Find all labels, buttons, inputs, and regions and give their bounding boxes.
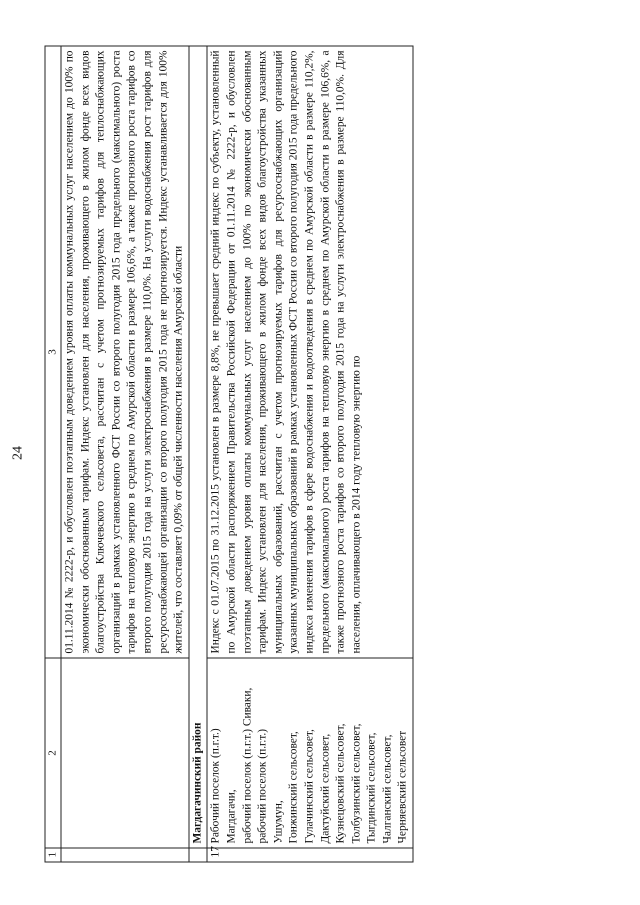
municipality-item: рабочий поселок (п.г.т.) Сиваки,	[240, 687, 253, 843]
municipality-list	[207, 658, 413, 848]
table-row	[207, 46, 413, 862]
municipality-item: Гулачинский сельсовет,	[302, 728, 315, 843]
municipality-item: Толбузинский сельсовет,	[349, 723, 362, 843]
municipality-item: Тыгдинский сельсовет,	[365, 732, 378, 843]
continuation-text: 01.11.2014 № 2222-р, и обусловлен поэтапным доведением уровня оплаты коммунальных услуг населением до 100% по экономически обоснованным тарифам. Индекс установлен для населения, проживающего в жилом фонде всех видов благоустройства Ключевского сельсовета, рассчитан с учетом прогнозируемых тарифов для теплоснабжающих организаций в рамках установленного ФСТ России со второго полугодия 2015 года предельного (максимального) роста тарифов на тепловую энергию в среднем по Амурской области в размере 106,6%, а также прогнозного роста тарифов со второго полугодия 2015 года на услуги электроснабжения в размере 110,0%. На услуги водоснабжения рост тарифов для ресурсоснабжающей организации со второго полугодия 2015 года не прогнозируется. Индекс устанавливается для 100% жителей, что составляет 0,09% от общей численности населения Амурской области	[61, 46, 189, 658]
header-col-1: 1	[45, 848, 61, 862]
municipality-item: Магдагачи,	[224, 788, 237, 843]
section-title: Магдагачинский район	[188, 46, 207, 848]
municipality-item: Черняевский сельсовет	[396, 730, 409, 843]
page-number: 24	[10, 445, 25, 460]
municipality-item: Гонжинский сельсовет,	[287, 730, 300, 843]
tariff-table	[44, 45, 413, 862]
header-col-3: 3	[45, 46, 61, 658]
section-row	[188, 46, 207, 862]
table-header-row	[45, 46, 61, 862]
row-description: Индекс с 01.07.2015 по 31.12.2015 установлен в размере 8,8%, не превышает средний индекс по субъекту, установленный по Амурской области распоряжением Правительства Российской Федерации от 01.11.2014 № 2222-р, и обусловлен поэтапным доведением уровня оплаты коммунальных услуг населением до 100% по экономически обоснованным тарифам. Индекс установлен для населения, проживающего в жилом фонде всех видов благоустройства указанных муниципальных образований, рассчитан с учетом прогнозируемых тарифов для ресурсоснабжающих организаций указанных муниципальных образований в рамках установленных ФСТ России со второго полугодия 2015 года предельного индекса изменения тарифов в сфере водоснабжения и водоотведения в среднем по Амурской области в размере 110,2%, предельного (максимального) роста тарифов на тепловую энергию в среднем по Амурской области в размере 106,6%, а также прогнозного роста тарифов со второго полугодия 2015 года на услуги электроснабжения в размере 110,0%. Для населения, оплачивающего в 2014 году тепловую энергию по	[207, 46, 413, 658]
municipality-item: Кузнецовский сельсовет,	[334, 722, 347, 843]
header-col-2: 2	[45, 658, 61, 848]
municipality-item: Дактуйский сельсовет,	[318, 733, 331, 843]
municipality-item: рабочий поселок (п.г.т.)	[256, 728, 269, 843]
row-number: 17	[207, 848, 413, 862]
continuation-row	[61, 46, 189, 862]
municipality-item: Рабочий поселок (п.г.т.)	[209, 727, 222, 843]
municipality-item: Чалганский сельсовет,	[380, 734, 393, 843]
municipality-item: Ушумун,	[271, 799, 284, 843]
